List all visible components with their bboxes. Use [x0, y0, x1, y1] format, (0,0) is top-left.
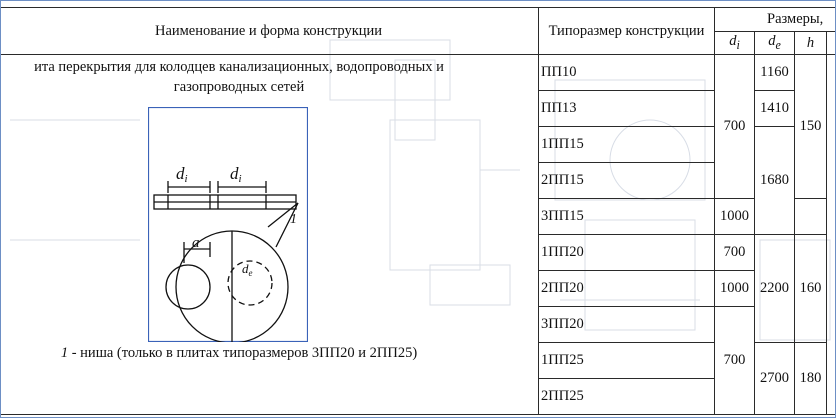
- header-type-size: Типоразмер конструкции: [539, 8, 715, 55]
- drawing-label-de: $d_e$: [242, 261, 253, 278]
- row-type: 2ПП15: [539, 163, 715, 199]
- drawing-label-di: di: [176, 164, 188, 185]
- row-type: 3ПП20: [539, 307, 715, 343]
- row-type: 3ПП15: [539, 199, 715, 235]
- spec-table: [0, 7, 836, 415]
- cell-h: [795, 199, 827, 235]
- header-sizes: Размеры,: [715, 8, 836, 32]
- drawing-label-1: 1: [290, 212, 297, 227]
- cell-de: 1160: [755, 55, 795, 91]
- cell-de: 2200: [755, 235, 795, 343]
- cell-de: 1680: [755, 127, 795, 235]
- row-type: 2ПП25: [539, 379, 715, 415]
- cell-h: 160: [795, 235, 827, 343]
- header-extra: [827, 32, 836, 55]
- product-drawing-cell: [0, 55, 539, 415]
- cell-extra: [827, 55, 836, 415]
- product-title: ита перекрытия для колодцев канализационных, водопроводных и газопроводных сетей: [34, 59, 444, 95]
- header-name-and-shape: Наименование и форма конструкции: [0, 8, 539, 55]
- cell-h: 150: [795, 55, 827, 199]
- row-type: 2ПП20: [539, 271, 715, 307]
- cell-de: 1410: [755, 91, 795, 127]
- cell-di: 1000: [715, 271, 755, 307]
- row-type: 1ПП20: [539, 235, 715, 271]
- header-h: h: [795, 32, 827, 55]
- row-type: ПП10: [539, 55, 715, 91]
- header-de: $d_e$: [755, 32, 795, 55]
- slab-drawing: [148, 107, 308, 342]
- cell-h: 180: [795, 343, 827, 415]
- cell-di: 1000: [715, 199, 755, 235]
- drawing-label-a: a: [192, 235, 200, 251]
- row-type: 1ПП25: [539, 343, 715, 379]
- cell-de: 2700: [755, 343, 795, 415]
- drawing-label-di-2: di: [230, 164, 242, 185]
- row-type: ПП13: [539, 91, 715, 127]
- cell-di: 700: [715, 235, 755, 271]
- product-note: 1 - ниша (только в плитах типоразмеров 3ПП20 и 2ПП25): [60, 345, 418, 361]
- cell-di: 700: [715, 55, 755, 199]
- row-type: 1ПП15: [539, 127, 715, 163]
- header-di: $d_i$: [715, 32, 755, 55]
- cell-di: 700: [715, 307, 755, 415]
